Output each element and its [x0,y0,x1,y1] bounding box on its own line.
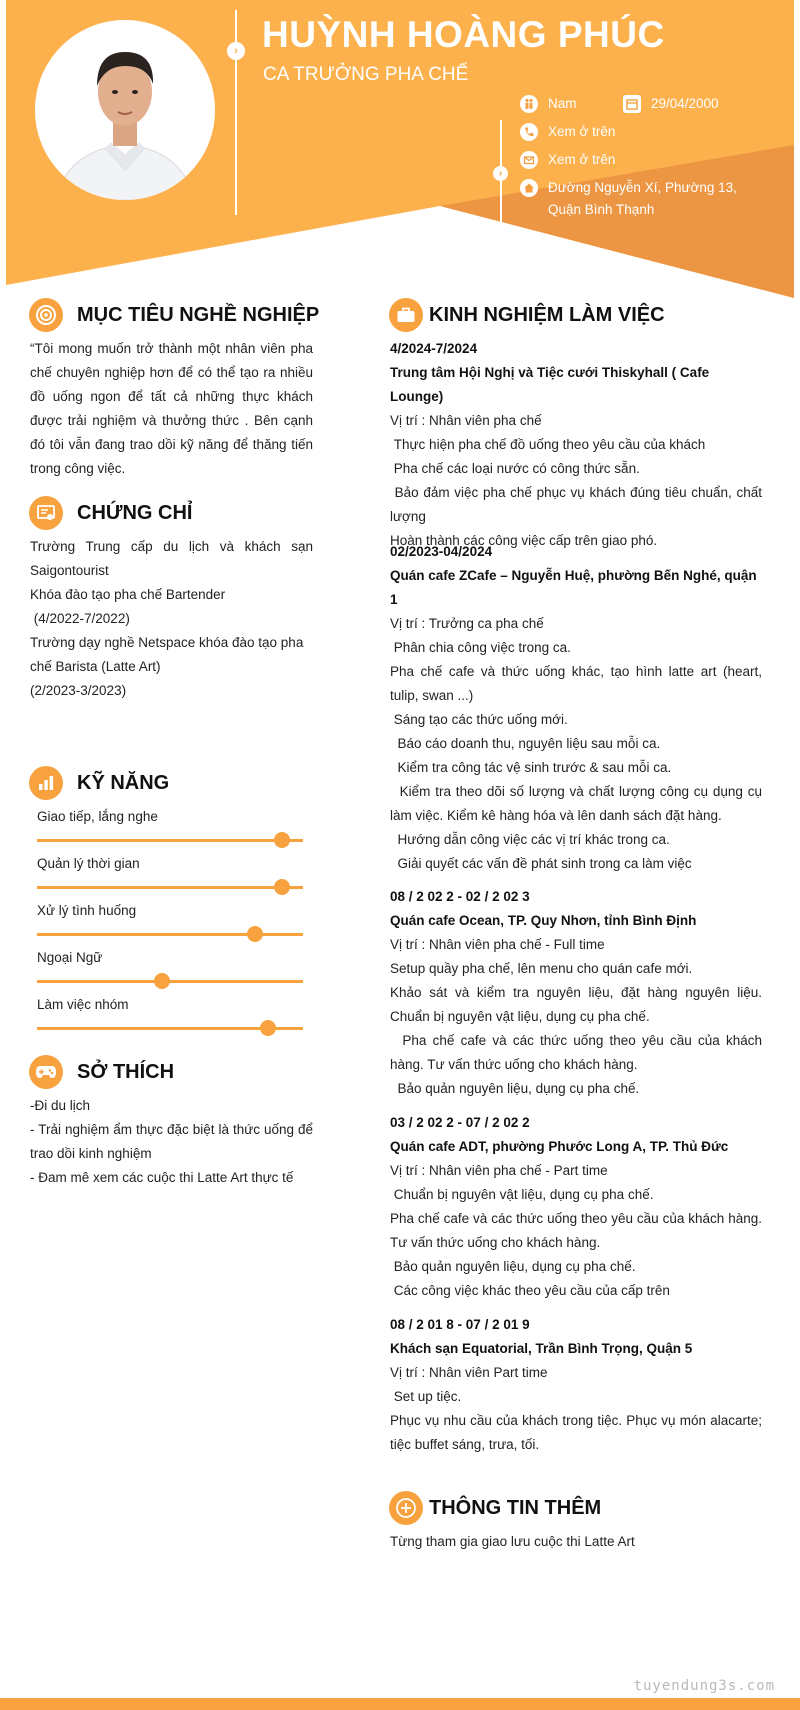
email-value: Xem ở trên [548,152,616,167]
address-row [520,177,770,221]
hobby-line: - Trải nghiệm ẩm thực đặc biệt là thức uống để trao dồi kinh nghiệm [30,1122,313,1161]
avatar [35,20,215,200]
gender-icon [520,95,538,113]
objective-text: “Tôi mong muốn trở thành một nhân viên pha chế chuyên nghiệp hơn để có thể tạo ra nhiều đồ uống ngon để tất cả những thực khách được trải nghiệm và thưởng thức . Bên cạnh đó tôi vẫn đang trao dồi kỹ năng để thăng tiến trong công việc. [30,341,313,476]
skill-level-knob [154,973,170,989]
job-line: Setup quầy pha chế, lên menu cho quán cafe mới. [390,961,693,976]
experience-title: KINH NGHIỆM LÀM VIỆC [429,303,665,326]
job-line: Pha chế các loại nước có công thức sẵn. [390,461,640,476]
email-row [520,149,615,171]
job-line: Báo cáo doanh thu, nguyên liệu sau mỗi ca. [390,736,661,751]
job-line: Bảo đảm việc pha chế phục vụ khách đúng tiêu chuẩn, chất lượng [390,485,766,524]
bar-chart-icon [29,766,63,800]
hobbies-title: SỞ THÍCH [77,1060,175,1083]
skill-level-knob [247,926,263,942]
job-period: 08 / 2 02 2 - 02 / 2 02 3 [390,889,530,904]
email-icon [520,151,538,169]
skill-name: Quản lý thời gian [37,856,140,871]
job-line: Bảo quản nguyên liệu, dụng cụ pha chế. [390,1259,636,1274]
skill-level-knob [274,832,290,848]
objective-title: MỤC TIÊU NGHỀ NGHIỆP [77,303,320,326]
job-line: Set up tiệc. [390,1389,462,1404]
skill-item [37,947,303,983]
certificate-icon [29,496,63,530]
additional-heading [389,1491,601,1525]
skill-name: Ngoại Ngữ [37,950,103,965]
certificate-line: Trường Trung cấp du lịch và khách sạn Saigontourist [30,539,313,578]
plus-circle-icon [389,1491,423,1525]
address-value: Đường Nguyễn Xí, Phường 13, Quận Bình Thạnh [548,180,737,217]
footer-bar [0,1698,800,1710]
certificates-title: CHỨNG CHỈ [77,501,193,524]
header-divider [235,10,237,215]
dob-value: 29/04/2000 [651,96,719,111]
skill-bar [37,933,303,936]
job-period: 08 / 2 01 8 - 07 / 2 01 9 [390,1317,530,1332]
objective-heading [29,298,319,332]
candidate-role: CA TRƯỞNG PHA CHẾ [263,64,469,85]
job-line: Hướng dẫn công việc các vị trí khác trong ca. [390,832,670,847]
skill-bar [37,839,303,842]
certificates-list [30,535,313,703]
additional-title: THÔNG TIN THÊM [429,1496,602,1519]
job-line: Pha chế cafe và các thức uống theo yêu cầu của khách hàng. Tư vấn thức uống cho khách hàng. [390,1211,762,1250]
phone-row [520,121,615,143]
job-entry [390,885,766,1101]
watermark: tuyendung3s.com [633,1678,775,1694]
job-line: Các công việc khác theo yêu cầu của cấp trên [390,1283,670,1298]
skill-name: Làm việc nhóm [37,997,129,1012]
calendar-icon [623,95,641,113]
job-line: Bảo quản nguyên liệu, dụng cụ pha chế. [390,1081,640,1096]
skill-item [37,806,303,842]
chevron-right-icon: › [493,166,508,181]
job-line: Giải quyết các vấn đề phát sinh trong ca làm việc [390,856,692,871]
job-line: Phân chia công việc trong ca. [390,640,571,655]
certificates-heading [29,496,192,530]
skill-level-knob [260,1020,276,1036]
job-line: Hoàn thành các công việc cấp trên giao phó. [390,533,658,548]
job-line: Pha chế cafe và thức uống khác, tạo hình latte art (heart, tulip, swan ...) [390,664,762,703]
gender-value: Nam [548,96,577,111]
skill-name: Giao tiếp, lắng nghe [37,809,158,824]
candidate-name: HUỲNH HOÀNG PHÚC [262,14,665,55]
job-period: 02/2023-04/2024 [390,544,493,559]
job-entry [390,540,766,876]
skill-item [37,994,303,1030]
skills-title: KỸ NĂNG [77,771,170,794]
skill-level-knob [274,879,290,895]
certificate-line: (2/2023-3/2023) [30,683,127,698]
briefcase-icon [389,298,423,332]
skill-name: Xử lý tình huống [37,903,137,918]
additional-text: Từng tham gia giao lưu cuộc thi Latte Art [390,1534,635,1549]
job-company: Quán cafe Ocean, TP. Quy Nhơn, tỉnh Bình Định [390,913,697,928]
job-line: Vị trí : Nhân viên pha chế - Part time [390,1163,608,1178]
job-line: Kiểm tra công tác vệ sinh trước & sau mỗi ca. [390,760,672,775]
hobby-line: -Đi du lịch [30,1098,91,1113]
phone-value: Xem ở trên [548,124,616,139]
job-line: Phục vụ nhu cầu của khách trong tiệc. Phục vụ món alacarte; tiệc buffet sáng, trưa, tối. [390,1413,762,1452]
job-line: Chuẩn bị nguyên vật liệu, dụng cụ pha chế. [390,1187,654,1202]
skill-item [37,853,303,889]
certificate-line: Trường dạy nghề Netspace khóa đào tạo pha chế Barista (Latte Art) [30,635,304,674]
gender-row [520,93,577,115]
hobbies-heading [29,1055,174,1089]
job-line: Pha chế cafe và các thức uống theo yêu cầu của khách hàng. Tư vấn thức uống cho khách hàng. [390,1033,766,1072]
hobbies-list [30,1094,313,1190]
job-company: Trung tâm Hội Nghị và Tiệc cưới Thiskyhall ( Cafe Lounge) [390,365,710,404]
job-entry [390,337,766,553]
job-company: Quán cafe ADT, phường Phước Long A, TP. Thủ Đức [390,1139,729,1154]
job-company: Quán cafe ZCafe – Nguyễn Huệ, phường Bến Nghé, quận 1 [390,568,757,607]
job-line: Khảo sát và kiểm tra nguyên liệu, đặt hàng nguyên liệu. Chuẩn bị nguyên vật liệu, dụng cụ pha chế. [390,985,762,1024]
job-line: Vị trí : Nhân viên pha chế - Full time [390,937,605,952]
dob-row [623,93,719,115]
skill-bar [37,980,303,983]
phone-icon [520,123,538,141]
job-entry [390,1111,762,1303]
job-period: 03 / 2 02 2 - 07 / 2 02 2 [390,1115,530,1130]
skill-bar [37,1027,303,1030]
skill-bar [37,886,303,889]
job-line: Vị trí : Trưởng ca pha chế [390,616,544,631]
certificate-line: Khóa đào tạo pha chế Bartender [30,587,226,602]
target-icon [29,298,63,332]
hobby-line: - Đam mê xem các cuộc thi Latte Art thực tế [30,1170,294,1185]
skill-item [37,900,303,936]
gamepad-icon [29,1055,63,1089]
job-period: 4/2024-7/2024 [390,341,478,356]
job-line: Thực hiện pha chế đồ uống theo yêu cầu của khách [390,437,706,452]
job-line: Vị trí : Nhân viên Part time [390,1365,548,1380]
job-line: Vị trí : Nhân viên pha chế [390,413,542,428]
job-line: Kiểm tra theo dõi số lượng và chất lượng công cụ dụng cụ làm việc. Kiểm kê hàng hóa và lên danh sách đặt hàng. [390,784,766,823]
certificate-line: (4/2022-7/2022) [30,611,130,626]
chevron-right-icon: › [227,42,245,60]
skills-heading [29,766,169,800]
home-icon [520,179,538,197]
job-line: Sáng tạo các thức uống mới. [390,712,568,727]
job-company: Khách sạn Equatorial, Trần Bình Trọng, Quận 5 [390,1341,693,1356]
avatar-illustration [35,20,215,200]
job-entry [390,1313,762,1457]
experience-heading [389,298,665,332]
